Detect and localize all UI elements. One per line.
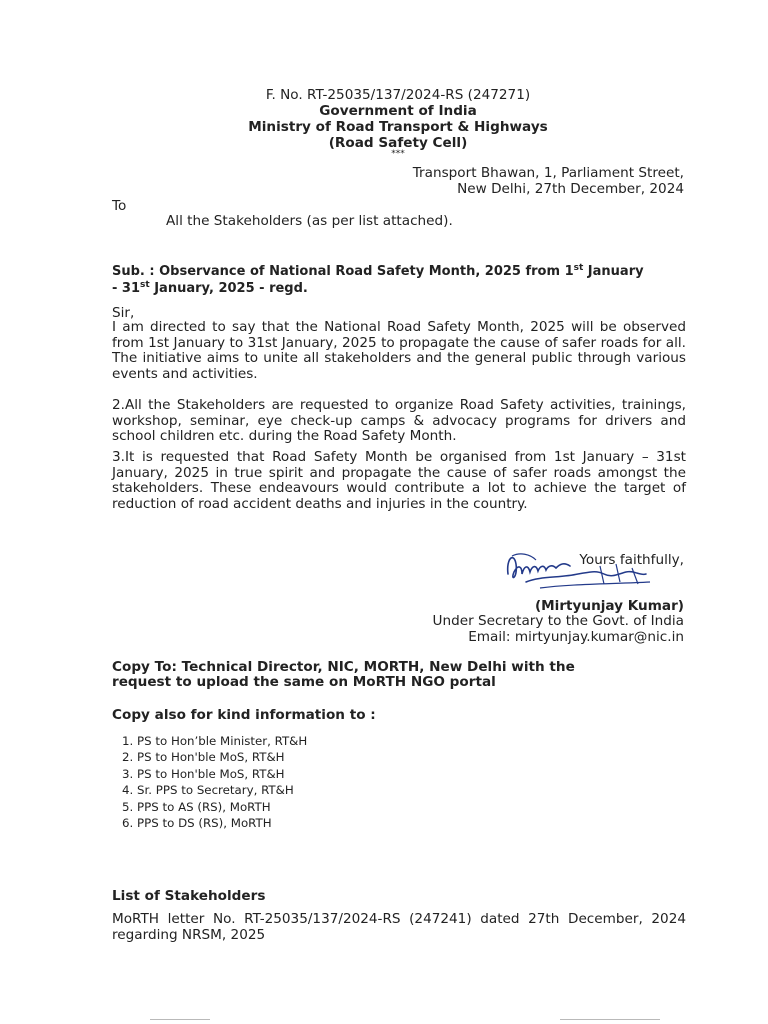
list-item: 6. PPS to DS (RS), MoRTH [122,816,272,831]
paragraph-1 [112,320,686,382]
stakeholders-text: MoRTH letter No. RT-25035/137/2024-RS (247241) dated 27th December, 2024 regarding NRSM, 2025 [112,911,686,943]
copy-also-heading: Copy also for kind information to : [112,707,376,723]
list-item: 1. PS to Hon’ble Minister, RT&H [122,734,308,748]
list-item: 4. Sr. PPS to Secretary, RT&H [122,783,294,798]
copy-to-line-1: Copy To: Technical Director, NIC, MORTH, New Delhi with the [112,659,575,675]
subject-prefix: Sub. : Observance of National Road Safety Month, 2025 from 1 [112,264,574,279]
closing: Yours faithfully, [579,552,684,568]
list-item: 5. PPS to AS (RS), MoRTH [122,799,271,814]
paragraph-1-text: I am directed to say that the National Road Safety Month, 2025 will be observed from 1st January to 31st January, 2025 to propagate the cause of safer roads for all. The initiative aims to unite all stakeholders and the general public through various events and activities. [112,319,686,382]
list-item: 3. PS to Hon'ble MoS, RT&H [122,766,285,781]
paragraph-2 [112,398,686,445]
subject-mid: January [583,264,644,279]
subject-line2-end: January, 2025 - regd. [149,281,308,296]
government-heading: Government of India [319,103,477,119]
subject-line2-start: - 31 [112,281,141,296]
paragraph-3-text: It is requested that Road Safety Month be organised from 1st January – 31st January, 2025 in true spirit and propagate the cause of safer roads amongst the stakeholders. These endeavours would contribute a lot to achieve the target of reduction of road accident deaths and injuries in the country. [112,449,686,512]
paragraph-2-text: All the Stakeholders are requested to organize Road Safety activities, trainings, workshop, seminar, eye check-up camps & advocacy programs for drivers and school children etc. during the Road Safety Month. [112,397,686,444]
copy-to-line-2: request to upload the same on MoRTH NGO portal [112,674,496,690]
subject-sup-1: st [573,263,584,273]
subject-line-2 [112,277,308,297]
scan-artifact [150,1019,210,1020]
recipients: All the Stakeholders (as per list attached). [166,213,453,229]
paragraph-2-number: 2. [112,397,125,413]
subject-sup-2: st [140,280,150,290]
scan-artifact [560,1019,660,1020]
signatory-designation: Under Secretary to the Govt. of India [432,613,684,629]
signatory-email: Email: mirtyunjay.kumar@nic.in [468,629,684,645]
stakeholders-heading: List of Stakeholders [112,888,266,904]
copy-list [122,733,307,831]
paragraph-3 [112,450,686,512]
file-number: F. No. RT-25035/137/2024-RS (247271) [265,87,531,103]
list-item: 2. PS to Hon'ble MoS, RT&H [122,750,285,765]
paragraph-3-number: 3. [112,449,125,465]
address-date-line: New Delhi, 27th December, 2024 [457,181,684,197]
signatory-name: (Mirtyunjay Kumar) [534,598,684,614]
to-label: To [112,198,127,214]
salutation: Sir, [112,305,135,321]
ministry-heading: Ministry of Road Transport & Highways [248,119,548,135]
cell-heading: (Road Safety Cell) [328,135,468,151]
separator-stars: *** [391,149,405,159]
address-line-1: Transport Bhawan, 1, Parliament Street, [412,165,684,181]
